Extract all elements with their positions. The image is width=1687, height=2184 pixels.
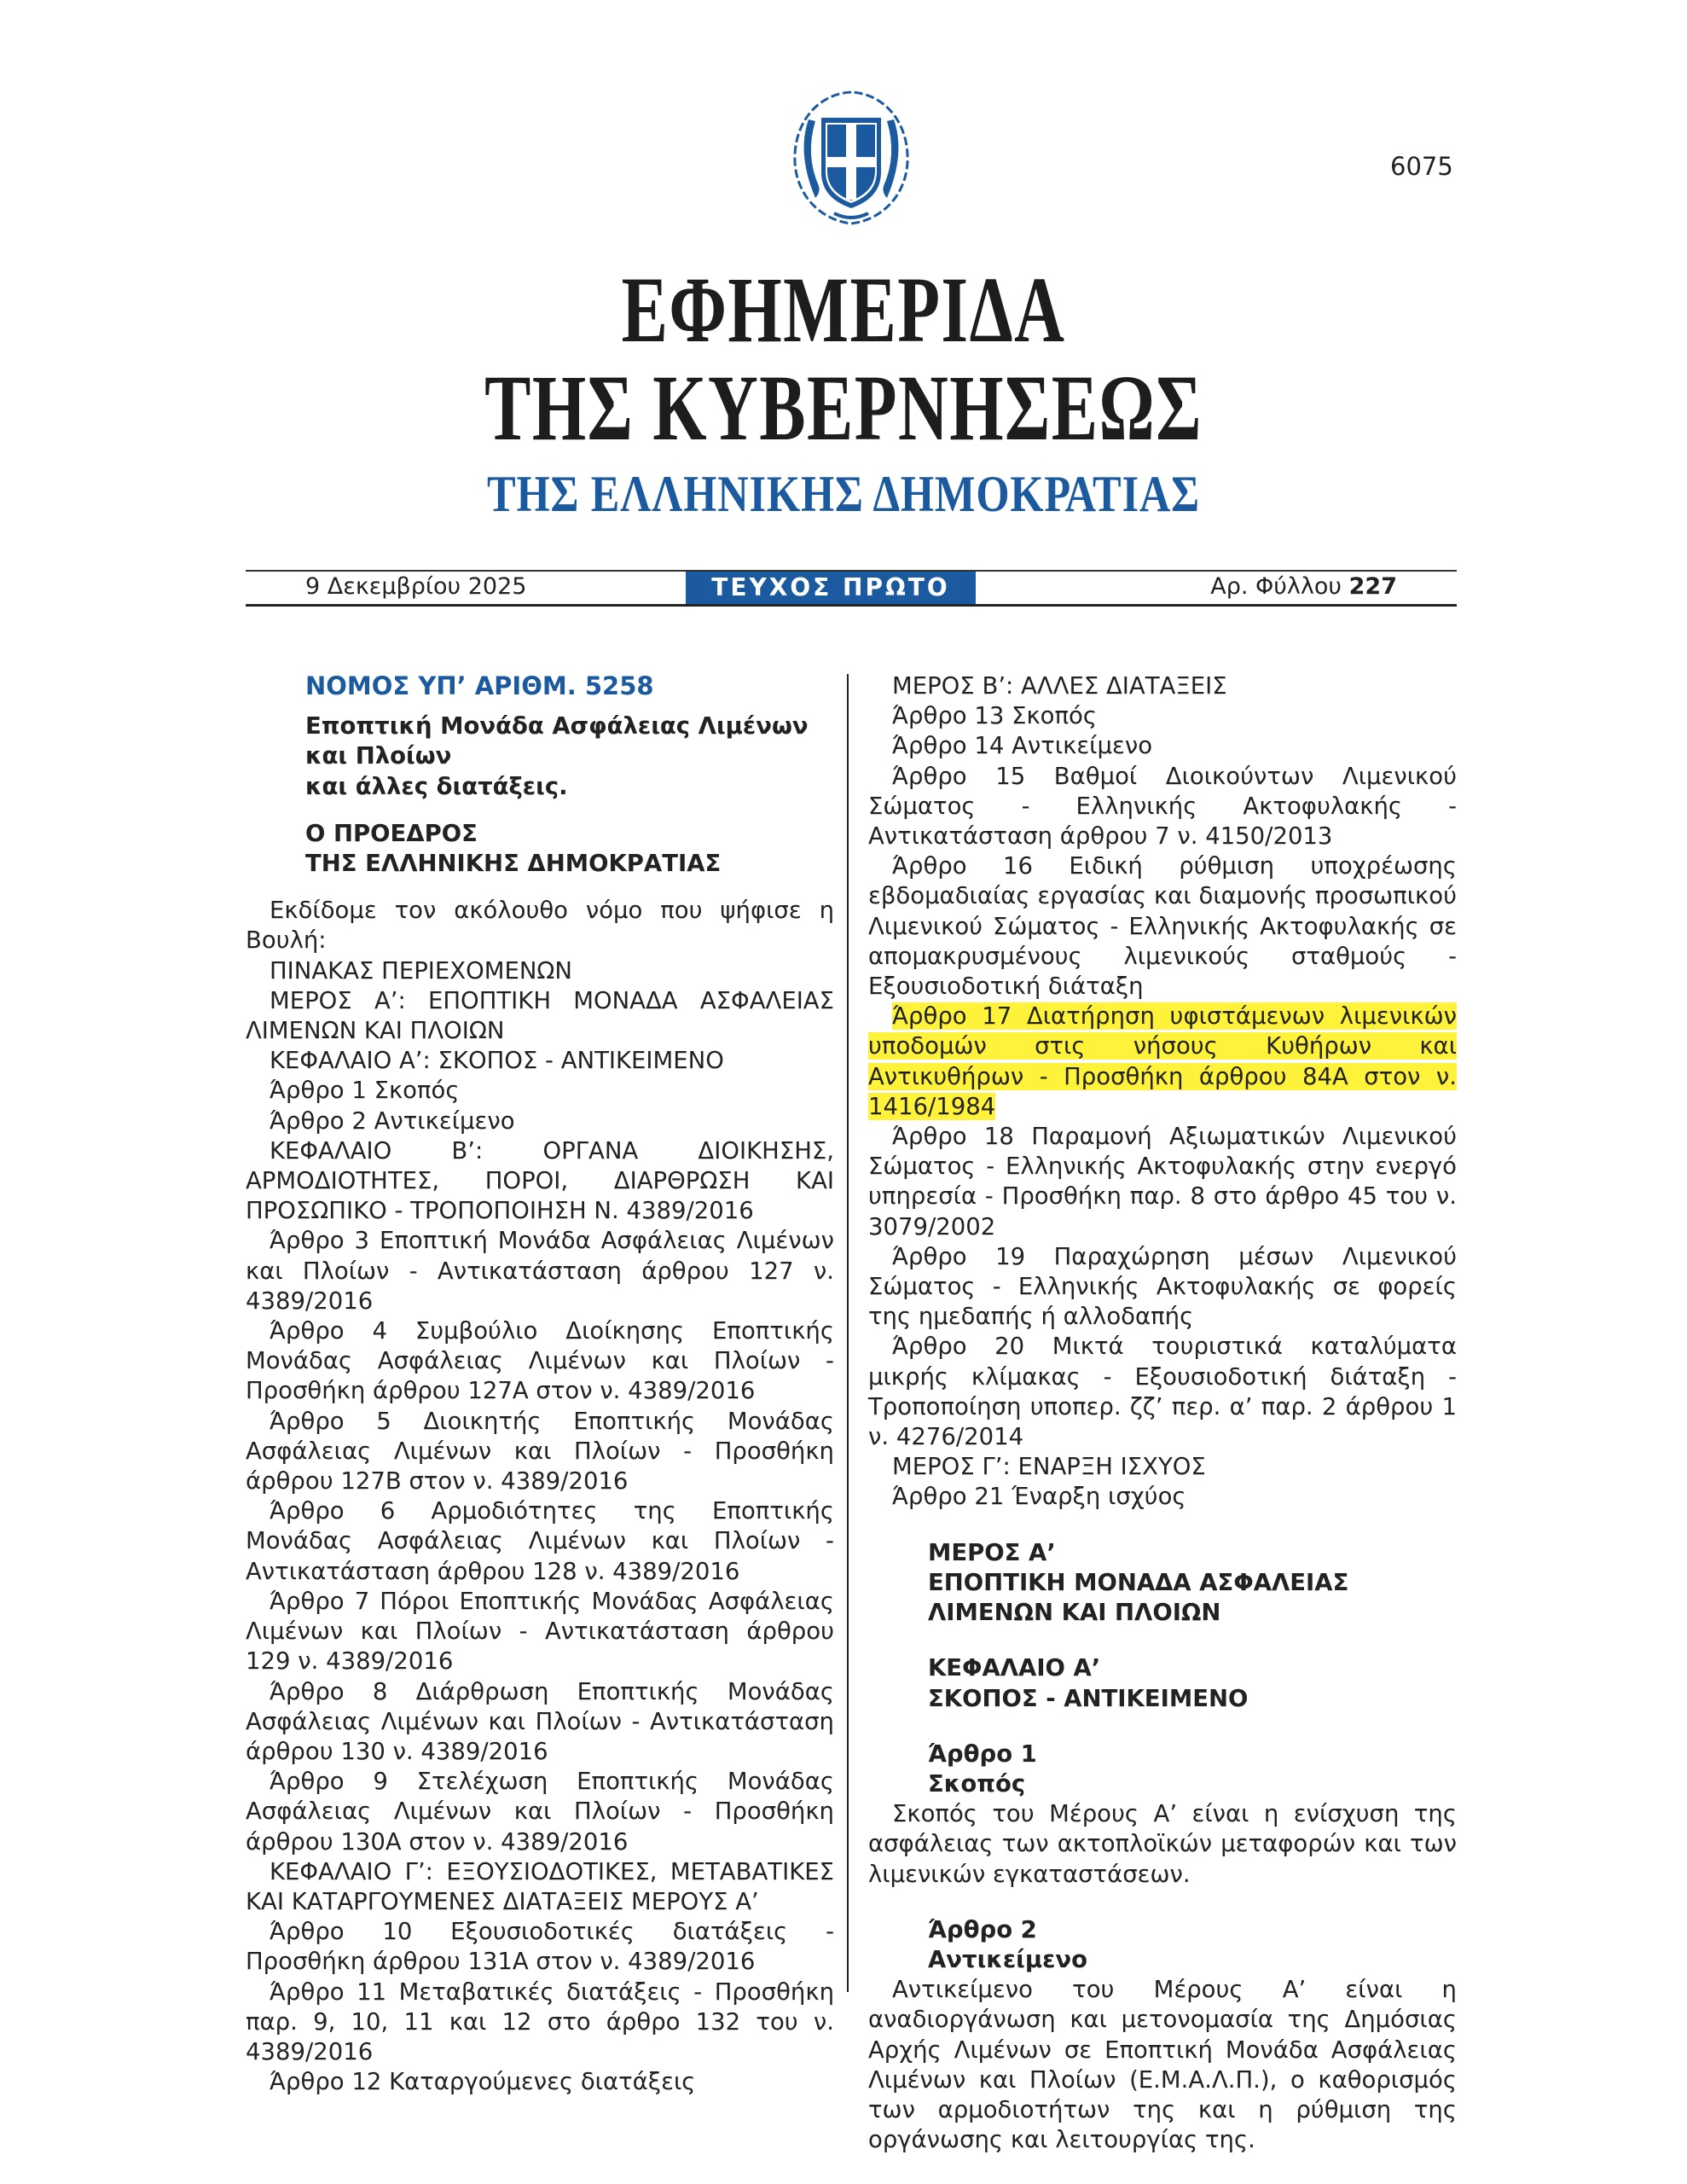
toc-entry: ΜΕΡΟΣ Α’: ΕΠΟΠΤΙΚΗ ΜΟΝΑΔΑ ΑΣΦΑΛΕΙΑΣ ΛΙΜΕΝΩΝ ΚΑΙ ΠΛΟΙΩΝ — [246, 986, 834, 1045]
right-column — [868, 671, 1457, 2155]
toc-entry: Άρθρο 11 Μεταβατικές διατάξεις - Προσθήκη παρ. 9, 10, 11 και 12 στο άρθρο 132 του ν. 4389/2016 — [246, 1978, 834, 2065]
chapter-heading-line2: ΣΚΟΠΟΣ - ΑΝΤΙΚΕΙΜΕΝΟ — [928, 1684, 1249, 1712]
toc-entry: Άρθρο 13 Σκοπός — [892, 702, 1098, 730]
part-heading-line3: ΛΙΜΕΝΩΝ ΚΑΙ ΠΛΟΙΩΝ — [928, 1599, 1221, 1627]
issue-date: 9 Δεκεμβρίου 2025 — [305, 573, 527, 600]
toc-entry: Άρθρο 1 Σκοπός — [270, 1077, 460, 1105]
column-divider — [847, 674, 849, 1992]
toc-entry: Άρθρο 16 Ειδική ρύθμιση υποχρέωσης εβδομαδιαίας εργασίας και διαμονής προσωπικού Λιμενικού Σώματος - Ελληνικής Ακτοφυλακής σε απομακρυσμένους λιμενικούς σταθμούς - Εξουσιοδοτική διάταξη — [868, 852, 1457, 1001]
law-title: ΝΟΜΟΣ ΥΠ’ ΑΡΙΘΜ. 5258 — [305, 671, 654, 700]
toc-entry: ΜΕΡΟΣ Γ’: ΕΝΑΡΞΗ ΙΣΧΥΟΣ — [892, 1453, 1206, 1481]
president-heading-line2: ΤΗΣ ΕΛΛΗΝΙΚΗΣ ΔΗΜΟΚΡΑΤΙΑΣ — [305, 850, 722, 878]
toc-entry-highlighted — [868, 1002, 1457, 1122]
toc-entry: Άρθρο 12 Καταργούμενες διατάξεις — [270, 2068, 696, 2096]
toc-entry: Άρθρο 9 Στελέχωση Εποπτικής Μονάδας Ασφάλειας Λιμένων και Πλοίων - Προσθήκη άρθρου 130Α στον ν. 4389/2016 — [246, 1768, 834, 1856]
toc-entry: Άρθρο 8 Διάρθρωση Εποπτικής Μονάδας Ασφάλειας Λιμένων και Πλοίων - Αντικατάσταση άρθρου 130 ν. 4389/2016 — [246, 1677, 834, 1765]
toc-entry: Άρθρο 21 Έναρξη ισχύος — [892, 1483, 1186, 1511]
toc-entry: Άρθρο 15 Βαθμοί Διοικούντων Λιμενικού Σώματος - Ελληνικής Ακτοφυλακής - Αντικατάσταση άρθρου 7 ν. 4150/2013 — [868, 762, 1457, 851]
toc-entry: Άρθρο 5 Διοικητής Εποπτικής Μονάδας Ασφάλειας Λιμένων και Πλοίων - Προσθήκη άρθρου 127Β στον ν. 4389/2016 — [246, 1407, 834, 1496]
toc-entry: Άρθρο 7 Πόροι Εποπτικής Μονάδας Ασφάλειας Λιμένων και Πλοίων - Αντικατάσταση άρθρου 129 ν. 4389/2016 — [246, 1587, 834, 1676]
masthead-subtitle: ΤΗΣ ΕΛΛΗΝΙΚΗΣ ΔΗΜΟΚΡΑΤΙΑΣ — [487, 466, 1200, 522]
article-2-title: Άρθρο 2 — [928, 1915, 1037, 1943]
article-1-title: Άρθρο 1 — [928, 1740, 1037, 1768]
article-1-subtitle: Σκοπός — [928, 1769, 1026, 1798]
law-subtitle-line2: και άλλες διατάξεις. — [305, 772, 568, 800]
toc-entry: Άρθρο 19 Παραχώρηση μέσων Λιμενικού Σώματος - Ελληνικής Ακτοφυλακής σε φορείς της ημεδαπής ή αλλοδαπής — [868, 1242, 1457, 1331]
part-heading-line2: ΕΠΟΠΤΙΚΗ ΜΟΝΑΔΑ ΑΣΦΑΛΕΙΑΣ — [928, 1568, 1349, 1596]
toc-entry: Άρθρο 18 Παραμονή Αξιωματικών Λιμενικού Σώματος - Ελληνικής Ακτοφυλακής στην ενεργό υπηρεσία - Προσθήκη παρ. 8 στο άρθρο 45 του ν. 3079/2002 — [868, 1123, 1457, 1240]
toc-entry: ΜΕΡΟΣ Β’: ΑΛΛΕΣ ΔΙΑΤΑΞΕΙΣ — [892, 672, 1227, 700]
sheet-label: Αρ. Φύλλου — [1210, 573, 1342, 600]
toc-entry: Άρθρο 10 Εξουσιοδοτικές διατάξεις - Προσθήκη άρθρου 131Α στον ν. 4389/2016 — [246, 1918, 834, 1976]
toc-entry: Άρθρο 2 Αντικείμενο — [270, 1107, 515, 1135]
toc-entry: Άρθρο 4 Συμβούλιο Διοίκησης Εποπτικής Μονάδας Ασφάλειας Λιμένων και Πλοίων - Προσθήκη άρθρου 127Α στον ν. 4389/2016 — [246, 1317, 834, 1405]
toc-entry: ΚΕΦΑΛΑΙΟ Γ’: ΕΞΟΥΣΙΟΔΟΤΙΚΕΣ, ΜΕΤΑΒΑΤΙΚΕΣ ΚΑΙ ΚΑΤΑΡΓΟΥΜΕΝΕΣ ΔΙΑΤΑΞΕΙΣ ΜΕΡΟΥΣ Α’ — [246, 1857, 834, 1915]
toc-entry: ΚΕΦΑΛΑΙΟ Β’: ΟΡΓΑΝΑ ΔΙΟΙΚΗΣΗΣ, ΑΡΜΟΔΙΟΤΗΤΕΣ, ΠΟΡΟΙ, ΔΙΑΡΘΡΩΣΗ ΚΑΙ ΠΡΟΣΩΠΙΚΟ - ΤΡΟΠΟΠΟΙΗΣΗ Ν. 4389/2016 — [246, 1136, 834, 1225]
greek-coat-of-arms-emblem — [783, 85, 919, 230]
toc-entry: Εκδίδομε τον ακόλουθο νόμο που ψήφισε η Βουλή: — [246, 897, 834, 955]
toc-entry: ΠΙΝΑΚΑΣ ΠΕΡΙΕΧΟΜΕΝΩΝ — [270, 956, 573, 985]
article-2-subtitle: Αντικείμενο — [928, 1945, 1088, 1973]
header-bottom-rule — [246, 604, 1457, 607]
toc-entry: Άρθρο 3 Εποπτική Μονάδα Ασφάλειας Λιμένων και Πλοίων - Αντικατάσταση άρθρου 127 ν. 4389/2016 — [246, 1227, 834, 1315]
left-column — [246, 671, 834, 2097]
toc-entry: ΚΕΦΑΛΑΙΟ Α’: ΣΚΟΠΟΣ - ΑΝΤΙΚΕΙΜΕΝΟ — [270, 1047, 724, 1075]
sheet-number-label — [1210, 573, 1397, 600]
president-heading-line1: Ο ΠΡΟΕΔΡΟΣ — [305, 819, 478, 847]
masthead-title-line2: ΤΗΣ ΚΥΒΕΡΝΗΣΕΩΣ — [484, 356, 1203, 460]
toc-entry: Άρθρο 6 Αρμοδιότητες της Εποπτικής Μονάδας Ασφάλειας Λιμένων και Πλοίων - Αντικατάσταση άρθρου 128 ν. 4389/2016 — [246, 1497, 834, 1585]
law-subtitle-line1: Εποπτική Μονάδα Ασφάλειας Λιμένων και Πλοίων — [305, 712, 809, 770]
toc-entry: Άρθρο 14 Αντικείμενο — [892, 732, 1153, 760]
sheet-number: 227 — [1348, 573, 1397, 600]
chapter-heading-line1: ΚΕΦΑΛΑΙΟ Α’ — [928, 1654, 1101, 1682]
part-heading-line1: ΜΕΡΟΣ Α’ — [928, 1538, 1056, 1566]
highlighted-text: Άρθρο 17 Διατήρηση υφιστάμενων λιμενικών υποδομών στις νήσους Κυθήρων και Αντικυθήρων - Προσθήκη άρθρου 84Α στον ν. 1416/1984 — [868, 1002, 1457, 1120]
article-2-text: Αντικείμενο του Μέρους Α’ είναι η αναδιοργάνωση και μετονομασία της Δημόσιας Αρχής Λιμένων σε Εποπτική Μονάδα Ασφάλειας Λιμένων και Πλοίων (Ε.Μ.Α.Λ.Π.), ο καθορισμός των αρμοδιοτήτων της και η ρύθμιση της οργάνωσης και λειτουργίας της. — [868, 1976, 1457, 2154]
page-number: 6075 — [1390, 152, 1453, 181]
masthead-title-line1: ΕΦΗΜΕΡΙΔΑ — [621, 258, 1066, 362]
issue-series-band: ΤΕΥΧΟΣ ΠΡΩΤΟ — [686, 572, 976, 604]
article-1-text: Σκοπός του Μέρους Α’ είναι η ενίσχυση της ασφάλειας των ακτοπλοϊκών μεταφορών και των λιμενικών εγκαταστάσεων. — [868, 1800, 1457, 1888]
toc-entry: Άρθρο 20 Μικτά τουριστικά καταλύματα μικρής κλίμακας - Εξουσιοδοτική διάταξη - Τροποποίηση υποπερ. ζζ’ περ. α’ παρ. 2 άρθρου 1 ν. 4276/2014 — [868, 1333, 1457, 1451]
